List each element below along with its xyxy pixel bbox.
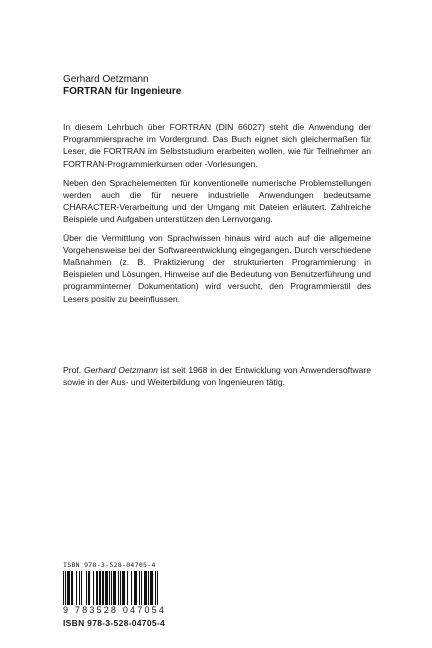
barcode-bar bbox=[113, 571, 114, 605]
barcode-bar bbox=[81, 571, 82, 605]
barcode-bar bbox=[145, 571, 146, 605]
barcode-bar bbox=[141, 571, 142, 605]
isbn-bottom-label: ISBN 978-3-528-04705-4 bbox=[63, 618, 166, 628]
barcode-bar bbox=[122, 571, 123, 605]
barcode-bar bbox=[109, 571, 110, 605]
barcode-bar bbox=[131, 571, 132, 605]
barcode-bar bbox=[155, 571, 156, 605]
barcode-bar bbox=[71, 571, 72, 605]
barcode-bar bbox=[102, 571, 103, 605]
author-bio bbox=[63, 364, 371, 388]
barcode-bar bbox=[148, 571, 149, 605]
barcode-bar bbox=[134, 571, 135, 605]
barcode-bar bbox=[88, 571, 89, 605]
barcode-bar bbox=[68, 571, 69, 605]
barcode-bar bbox=[93, 571, 94, 605]
description-paragraph-2: Neben den Sprachelementen für konventionelle numerische Problemstellungen werden auch die für neuere industrielle Anwendungen bedeutsame CHARACTER-Verarbeitung und der Umgang mit Dateien erläutert. Zahlreiche Beispiele und Aufgaben unterstützen den Lernvorgang. bbox=[63, 177, 371, 225]
barcode-bar bbox=[124, 571, 125, 605]
ean-barcode bbox=[63, 571, 158, 605]
barcode-bar bbox=[120, 571, 121, 605]
bio-author-name: Gerhard Oetzmann bbox=[83, 365, 158, 375]
barcode-bar bbox=[89, 571, 90, 605]
barcode-bar bbox=[99, 571, 100, 605]
barcode-bar bbox=[86, 571, 87, 605]
barcode-bar bbox=[103, 571, 104, 605]
barcode-bar bbox=[118, 571, 119, 605]
barcode-bar bbox=[151, 571, 152, 605]
description-paragraph-3: Über die Vermittlung von Sprachwissen hinaus wird auch auf die allgemeine Vorgehensweise bei der Softwareentwicklung eingegangen. Durch verschiedene Maßnahmen (z. B. Praktizierung der strukturierten Programmierung in Beispielen und Lösungen, Hinweise auf die Bedeutung von Benutzerführung und programminterner Dokumentation) wird versucht, den Programmierstil des Lesers positiv zu beeinflussen. bbox=[63, 232, 371, 304]
barcode-bar bbox=[136, 571, 137, 605]
barcode-bar bbox=[115, 571, 116, 605]
barcode-bar bbox=[100, 571, 101, 605]
description-paragraph-1: In diesem Lehrbuch über FORTRAN (DIN 66027) steht die Anwendung der Programmiersprache im Vordergrund. Das Buch eignet sich gleichermaßen für Leser, die FORTRAN im Selbststudium erarbeiten wollen, wie für Teilnehmer an FORTRAN-Programmierkursen oder -Vorlesungen. bbox=[63, 122, 371, 169]
barcode-bar bbox=[111, 571, 112, 605]
barcode-bar bbox=[67, 571, 68, 605]
barcode-bar bbox=[79, 571, 80, 605]
description bbox=[63, 121, 371, 311]
author-name: Gerhard Oetzmann bbox=[63, 74, 149, 85]
barcode-digits: 9 783528 047054 bbox=[63, 605, 167, 615]
barcode-bar bbox=[146, 571, 147, 605]
barcode-bar bbox=[72, 571, 73, 605]
barcode-bar bbox=[135, 571, 136, 605]
barcode-bar bbox=[150, 571, 151, 605]
bio-prefix: Prof. bbox=[63, 365, 84, 375]
isbn-top-label: ISBN 978-3-528-04705-4 bbox=[63, 561, 156, 569]
barcode-bar bbox=[107, 571, 108, 605]
barcode-bar bbox=[114, 571, 115, 605]
barcode-bar bbox=[76, 571, 77, 605]
barcode-bar bbox=[139, 571, 140, 605]
barcode-bar bbox=[65, 571, 66, 605]
barcode-bar bbox=[106, 571, 107, 605]
barcode-bar bbox=[152, 571, 153, 605]
barcode-bar bbox=[127, 571, 128, 605]
barcode-bar bbox=[144, 571, 145, 605]
barcode-bar bbox=[157, 571, 158, 605]
barcode-bar bbox=[123, 571, 124, 605]
barcode-bar bbox=[69, 571, 70, 605]
book-title: FORTRAN für Ingenieure bbox=[63, 86, 182, 97]
barcode-bar bbox=[63, 571, 64, 605]
barcode-bar bbox=[105, 571, 106, 605]
bio-text: ist seit 1968 in der Entwicklung von Anwendersoftware sowie in der Aus- und Weiterbildung von Ingenieuren tätig. bbox=[63, 365, 371, 388]
barcode-bar bbox=[97, 571, 98, 605]
barcode-bar bbox=[96, 571, 97, 605]
